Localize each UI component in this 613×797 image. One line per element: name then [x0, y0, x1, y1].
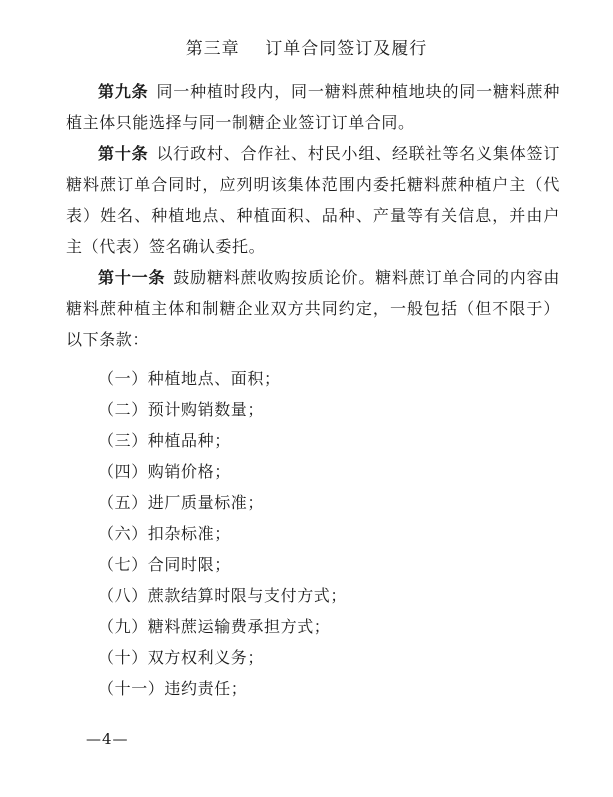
clause-list	[66, 363, 560, 704]
clause-item: （二）预计购销数量；	[98, 400, 265, 419]
clause-item: （八）蔗款结算时限与支付方式；	[98, 586, 348, 605]
clause-item: （五）进厂质量标准；	[98, 493, 265, 512]
document-body	[66, 76, 560, 704]
chapter-title: 第三章 订单合同签订及履行	[185, 39, 428, 59]
clause-item: （九）糖料蔗运输费承担方式；	[98, 617, 331, 636]
article-number: 第十条	[98, 144, 149, 163]
page-number: —4—	[86, 730, 129, 748]
article-9	[66, 76, 560, 138]
article-10	[66, 138, 560, 262]
clause-item: （六）扣杂标准；	[98, 524, 231, 543]
clause-item: （十）双方权利义务；	[98, 648, 265, 667]
clause-item: （七）合同时限；	[98, 555, 231, 574]
article-text: 以行政村、合作社、村民小组、经联社等名义集体签订糖料蔗订单合同时，应列明该集体范围内委托糖料蔗种植户主（代表）姓名、种植地点、种植面积、品种、产量等有关信息，并由户主（代表）签名确认委托。	[66, 144, 560, 256]
clause-item: （一）种植地点、面积；	[98, 369, 281, 388]
article-text: 同一种植时段内，同一糖料蔗种植地块的同一糖料蔗种植主体只能选择与同一制糖企业签订订单合同。	[66, 82, 560, 132]
clause-item: （四）购销价格；	[98, 462, 231, 481]
article-number: 第九条	[98, 82, 149, 101]
article-text: 鼓励糖料蔗收购按质论价。糖料蔗订单合同的内容由糖料蔗种植主体和制糖企业双方共同约定，一般包括（但不限于）以下条款：	[66, 268, 560, 349]
article-11	[66, 262, 560, 355]
clause-item: （三）种植品种；	[98, 431, 231, 450]
article-number: 第十一条	[98, 268, 166, 287]
clause-item: （十一）违约责任；	[98, 679, 248, 698]
